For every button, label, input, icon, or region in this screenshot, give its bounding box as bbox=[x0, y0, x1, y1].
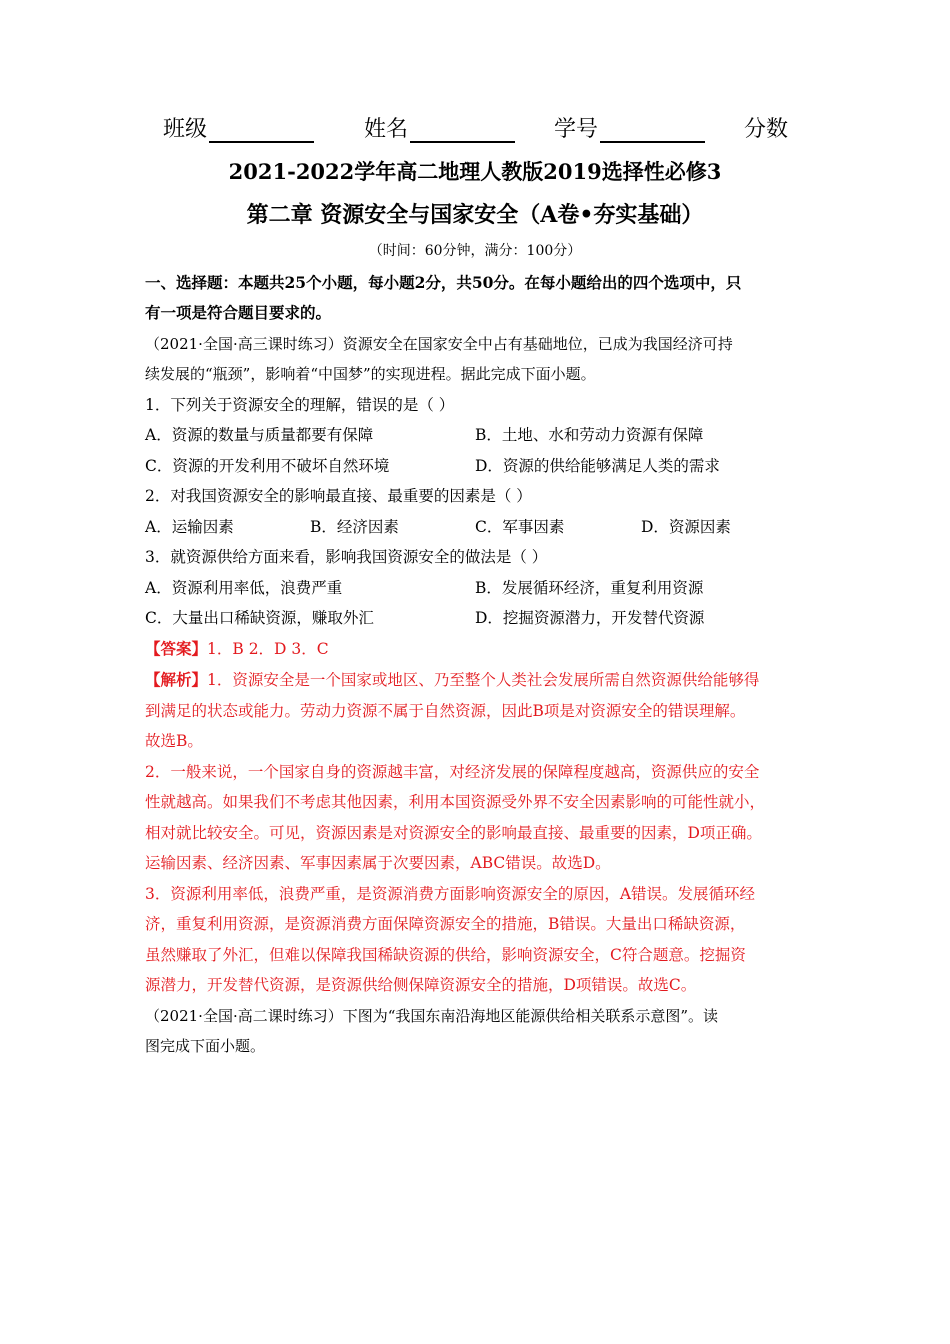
question-3-option-d: D．挖掘资源潜力，开发替代资源 bbox=[475, 609, 705, 627]
name-field bbox=[364, 112, 515, 143]
material2-intro-line1: （2021·全国·高二课时练习）下图为“我国东南沿海地区能源供给相关联系示意图”。读 bbox=[145, 1007, 719, 1025]
student-no-blank[interactable] bbox=[600, 119, 705, 143]
question-1-option-b: B．土地、水和劳动力资源有保障 bbox=[475, 426, 704, 444]
student-no-label: 学号 bbox=[554, 117, 599, 142]
analysis-line-3: 故选B。 bbox=[145, 732, 203, 750]
analysis-line-11: 源潜力，开发替代资源，是资源供给侧保障资源安全的措施，D项错误。故选C。 bbox=[145, 976, 697, 994]
material-intro-line2: 续发展的“瓶颈”，影响着“中国梦”的实现进程。据此完成下面小题。 bbox=[145, 365, 596, 383]
question-3-option-a: A．资源利用率低，浪费严重 bbox=[145, 579, 343, 597]
question-2-stem: 2．对我国资源安全的影响最直接、最重要的因素是（ ） bbox=[145, 487, 532, 505]
analysis-line-9: 济，重复利用资源，是资源消费方面保障资源安全的措施，B错误。大量出口稀缺资源， bbox=[145, 915, 746, 933]
question-3-option-b: B．发展循环经济，重复利用资源 bbox=[475, 579, 704, 597]
time-score-info: （时间：60分钟，满分：100分） bbox=[368, 243, 582, 259]
question-2-option-d: D．资源因素 bbox=[641, 518, 731, 536]
answer-text: 1．B 2．D 3．C bbox=[207, 640, 329, 658]
analysis-line-2: 到满足的状态或能力。劳动力资源不属于自然资源，因此B项是对资源安全的错误理解。 bbox=[145, 702, 746, 720]
class-label: 班级 bbox=[163, 117, 208, 142]
analysis-tag: 【解析】 bbox=[145, 670, 208, 689]
question-1-option-a: A．资源的数量与质量都要有保障 bbox=[145, 426, 374, 444]
document-title: 2021-2022学年高二地理人教版2019选择性必修3 bbox=[228, 159, 722, 184]
chapter-title: 第二章 资源安全与国家安全（A卷•夯实基础） bbox=[246, 202, 704, 228]
section-heading-line1: 一、选择题：本题共25个小题，每小题2分，共50分。在每小题给出的四个选项中，只 bbox=[145, 273, 742, 292]
answer-tag: 【答案】 bbox=[145, 639, 208, 658]
analysis-line-7: 运输因素、经济因素、军事因素属于次要因素，ABC错误。故选D。 bbox=[145, 854, 611, 872]
class-blank[interactable] bbox=[209, 119, 314, 143]
question-1-stem: 1．下列关于资源安全的理解，错误的是（ ） bbox=[145, 396, 455, 414]
material2-intro-line2: 图完成下面小题。 bbox=[145, 1037, 266, 1055]
name-blank[interactable] bbox=[410, 119, 515, 143]
question-1-option-d: D．资源的供给能够满足人类的需求 bbox=[475, 457, 720, 475]
name-label: 姓名 bbox=[364, 117, 409, 142]
material-intro-line1: （2021·全国·高三课时练习）资源安全在国家安全中占有基础地位，已成为我国经济可持 bbox=[145, 335, 733, 353]
analysis-line-1 bbox=[145, 665, 759, 696]
score-field bbox=[744, 112, 788, 143]
analysis-text: 1．资源安全是一个国家或地区、乃至整个人类社会发展所需自然资源供给能够得 bbox=[207, 671, 760, 689]
section-heading-line2: 有一项是符合题目要求的。 bbox=[145, 303, 332, 322]
analysis-line-5: 性就越高。如果我们不考虑其他因素，利用本国资源受外界不安全因素影响的可能性就小， bbox=[145, 793, 766, 811]
class-field bbox=[163, 112, 314, 143]
analysis-line-6: 相对就比较安全。可见，资源因素是对资源安全的影响最直接、最重要的因素，D项正确。 bbox=[145, 824, 762, 842]
analysis-line-10: 虽然赚取了外汇，但难以保障我国稀缺资源的供给，影响资源安全，C符合题意。挖掘资 bbox=[145, 946, 746, 964]
student-no-field bbox=[554, 112, 705, 143]
analysis-line-4: 2．一般来说，一个国家自身的资源越丰富，对经济发展的保障程度越高，资源供应的安全 bbox=[145, 763, 760, 781]
answer-line bbox=[145, 634, 329, 665]
question-2-option-c: C．军事因素 bbox=[475, 518, 565, 536]
question-2-option-b: B．经济因素 bbox=[310, 518, 399, 536]
question-1-option-c: C．资源的开发利用不破坏自然环境 bbox=[145, 457, 390, 475]
question-2-option-a: A．运输因素 bbox=[145, 518, 234, 536]
question-3-stem: 3．就资源供给方面来看，影响我国资源安全的做法是（ ） bbox=[145, 548, 548, 566]
analysis-line-8: 3．资源利用率低，浪费严重，是资源消费方面影响资源安全的原因，A错误。发展循环经 bbox=[145, 885, 756, 903]
question-3-option-c: C．大量出口稀缺资源，赚取外汇 bbox=[145, 609, 374, 627]
score-label: 分数 bbox=[744, 117, 789, 142]
